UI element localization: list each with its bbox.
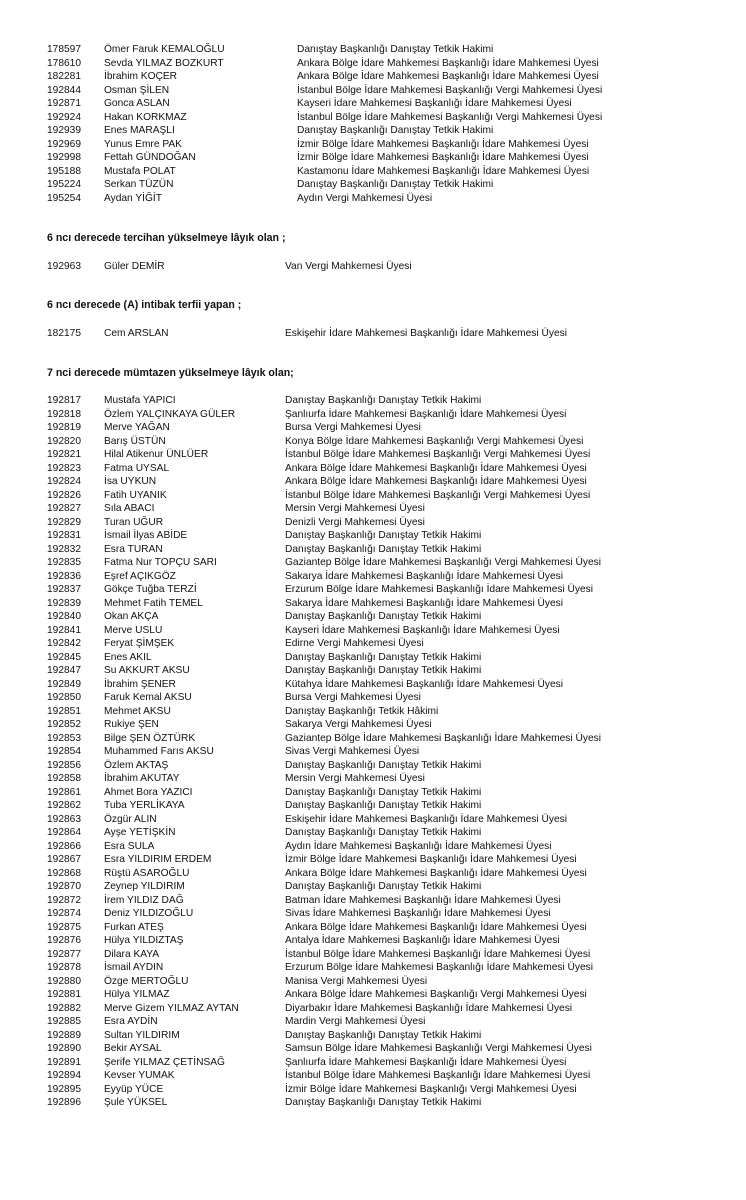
person-name: Esra AYDİN bbox=[104, 1016, 158, 1027]
person-name: Zeynep YILDIRIM bbox=[104, 881, 185, 892]
registry-number: 192878 bbox=[47, 962, 81, 973]
person-name: Güler DEMİR bbox=[104, 261, 165, 272]
person-name: Cem ARSLAN bbox=[104, 328, 169, 339]
person-name: Su AKKURT AKSU bbox=[104, 665, 190, 676]
court-position: Danıştay Başkanlığı Danıştay Tetkik Hakimi bbox=[297, 179, 494, 190]
person-name: Ahmet Bora YAZICI bbox=[104, 786, 193, 798]
table-row bbox=[0, 502, 746, 516]
registry-number: 192862 bbox=[47, 800, 81, 811]
court-position: Edirne Vergi Mahkemesi Üyesi bbox=[285, 638, 424, 649]
court-position: Mersin Vergi Mahkemesi Üyesi bbox=[285, 773, 425, 784]
registry-number: 192835 bbox=[47, 557, 81, 568]
table-row bbox=[0, 813, 746, 827]
list-section-2 bbox=[0, 260, 746, 274]
table-row bbox=[0, 124, 746, 138]
court-position: Danıştay Başkanlığı Danıştay Tetkik Hakimi bbox=[285, 800, 482, 811]
court-position: Danıştay Başkanlığı Danıştay Tetkik Hakimi bbox=[285, 395, 482, 406]
registry-number: 192896 bbox=[47, 1097, 81, 1108]
table-row bbox=[0, 948, 746, 962]
person-name: Yunus Emre PAK bbox=[104, 138, 182, 150]
table-row bbox=[0, 151, 746, 165]
person-name: İsmail AYDIN bbox=[104, 962, 164, 973]
table-row bbox=[0, 826, 746, 840]
table-row bbox=[0, 70, 746, 84]
person-name: Merve USLU bbox=[104, 624, 163, 636]
person-name: Esra TURAN bbox=[104, 543, 163, 555]
table-row bbox=[0, 772, 746, 786]
table-row bbox=[0, 799, 746, 813]
table-row bbox=[0, 475, 746, 489]
registry-number: 178610 bbox=[47, 57, 81, 69]
person-name: Şule YÜKSEL bbox=[104, 1097, 168, 1108]
court-position: Danıştay Başkanlığı Danıştay Tetkik Hakimi bbox=[285, 827, 482, 838]
person-name: Özlem YALÇINKAYA GÜLER bbox=[104, 408, 236, 420]
table-row bbox=[0, 691, 746, 705]
table-row bbox=[0, 462, 746, 476]
court-position: Sakarya İdare Mahkemesi Başkanlığı İdare Mahkemesi Üyesi bbox=[285, 597, 564, 609]
court-position: İstanbul Bölge İdare Mahkemesi Başkanlığı İdare Mahkemesi Üyesi bbox=[285, 948, 591, 960]
court-position: Danıştay Başkanlığı Tetkik Hâkimi bbox=[285, 705, 439, 717]
table-row bbox=[0, 138, 746, 152]
table-row bbox=[0, 1002, 746, 1016]
registry-number: 192856 bbox=[47, 759, 81, 771]
court-position: İstanbul Bölge İdare Mahkemesi Başkanlığı İdare Mahkemesi Üyesi bbox=[285, 1070, 591, 1081]
table-row bbox=[0, 84, 746, 98]
person-name: Mehmet Fatih TEMEL bbox=[104, 597, 203, 609]
court-position: İzmir Bölge İdare Mahkemesi Başkanlığı İdare Mahkemesi Üyesi bbox=[297, 152, 589, 163]
registry-number: 192861 bbox=[47, 786, 81, 798]
court-position: Ankara Bölge İdare Mahkemesi Başkanlığı Vergi Mahkemesi Üyesi bbox=[285, 989, 587, 1000]
registry-number: 192868 bbox=[47, 867, 81, 879]
court-position: İzmir Bölge İdare Mahkemesi Başkanlığı İdare Mahkemesi Üyesi bbox=[285, 854, 577, 865]
list-section-4 bbox=[0, 394, 746, 1110]
person-name: Fatih UYANIK bbox=[104, 489, 167, 501]
court-position: Aydın İdare Mahkemesi Başkanlığı İdare Mahkemesi Üyesi bbox=[285, 840, 552, 852]
registry-number: 192818 bbox=[47, 408, 81, 420]
court-position: Danıştay Başkanlığı Danıştay Tetkik Hakimi bbox=[285, 665, 482, 676]
court-position: Danıştay Başkanlığı Danıştay Tetkik Hakimi bbox=[285, 1097, 482, 1108]
person-name: Deniz YILDIZOĞLU bbox=[104, 908, 194, 919]
table-row bbox=[0, 759, 746, 773]
registry-number: 192823 bbox=[47, 462, 81, 474]
table-row bbox=[0, 1096, 746, 1110]
table-row bbox=[0, 97, 746, 111]
person-name: Hakan KORKMAZ bbox=[104, 111, 187, 123]
court-position: Ankara Bölge İdare Mahkemesi Başkanlığı İdare Mahkemesi Üyesi bbox=[297, 57, 599, 69]
registry-number: 178597 bbox=[47, 44, 81, 55]
registry-number: 192895 bbox=[47, 1083, 81, 1095]
court-position: Manisa Vergi Mahkemesi Üyesi bbox=[285, 975, 428, 987]
table-row bbox=[0, 408, 746, 422]
table-row bbox=[0, 178, 746, 192]
person-name: İsmail İlyas ABİDE bbox=[104, 530, 188, 541]
registry-number: 192866 bbox=[47, 840, 81, 852]
person-name: İsa UYKUN bbox=[104, 476, 157, 487]
court-position: İzmir Bölge İdare Mahkemesi Başkanlığı Vergi Mahkemesi Üyesi bbox=[285, 1083, 577, 1095]
registry-number: 192894 bbox=[47, 1070, 81, 1081]
registry-number: 192880 bbox=[47, 975, 81, 987]
registry-number: 192852 bbox=[47, 719, 81, 730]
court-position: Danıştay Başkanlığı Danıştay Tetkik Hakimi bbox=[285, 881, 482, 892]
person-name: Gökçe Tuğba TERZİ bbox=[104, 584, 197, 595]
person-name: Bekir AYSAL bbox=[104, 1043, 162, 1054]
registry-number: 195224 bbox=[47, 179, 81, 190]
registry-number: 192863 bbox=[47, 813, 81, 825]
person-name: Dilara KAYA bbox=[104, 948, 160, 960]
registry-number: 192850 bbox=[47, 692, 81, 703]
court-position: Sivas Vergi Mahkemesi Üyesi bbox=[285, 746, 420, 757]
court-position: Eskişehir İdare Mahkemesi Başkanlığı İdare Mahkemesi Üyesi bbox=[285, 328, 567, 339]
court-position: Danıştay Başkanlığı Danıştay Tetkik Hakimi bbox=[285, 651, 482, 663]
registry-number: 192870 bbox=[47, 881, 81, 892]
person-name: Sıla ABACI bbox=[104, 503, 155, 514]
registry-number: 192853 bbox=[47, 732, 81, 744]
table-row bbox=[0, 327, 746, 341]
court-position: İstanbul Bölge İdare Mahkemesi Başkanlığı Vergi Mahkemesi Üyesi bbox=[297, 111, 603, 123]
court-position: Sakarya İdare Mahkemesi Başkanlığı İdare Mahkemesi Üyesi bbox=[285, 570, 564, 582]
court-position: Danıştay Başkanlığı Danıştay Tetkik Hakimi bbox=[285, 1029, 482, 1041]
registry-number: 192821 bbox=[47, 449, 81, 460]
court-position: Gaziantep Bölge İdare Mahkemesi Başkanlığı İdare Mahkemesi Üyesi bbox=[285, 732, 601, 744]
registry-number: 192847 bbox=[47, 665, 81, 676]
registry-number: 192871 bbox=[47, 98, 81, 109]
registry-number: 192849 bbox=[47, 678, 81, 690]
person-name: Ayşe YETİŞKİN bbox=[104, 827, 176, 838]
person-name: İbrahim KOÇER bbox=[104, 71, 178, 82]
registry-number: 192845 bbox=[47, 651, 81, 663]
person-name: Şerife YILMAZ ÇETİNSAĞ bbox=[104, 1056, 225, 1068]
person-name: Rukiye ŞEN bbox=[104, 719, 159, 730]
court-position: Mersin Vergi Mahkemesi Üyesi bbox=[285, 503, 425, 514]
registry-number: 192841 bbox=[47, 624, 81, 636]
court-position: Şanlıurfa İdare Mahkemesi Başkanlığı İdare Mahkemesi Üyesi bbox=[285, 408, 567, 420]
court-position: Konya Bölge İdare Mahkemesi Başkanlığı Vergi Mahkemesi Üyesi bbox=[285, 435, 584, 447]
registry-number: 192839 bbox=[47, 597, 81, 609]
court-position: Sakarya Vergi Mahkemesi Üyesi bbox=[285, 719, 432, 730]
registry-number: 192837 bbox=[47, 584, 81, 595]
registry-number: 192836 bbox=[47, 570, 81, 582]
section-heading-6-tercihan: 6 ncı derecede tercihan yükselmeye lâyık olan ; bbox=[47, 232, 286, 244]
person-name: Aydan YİĞİT bbox=[104, 192, 162, 204]
court-position: Kayseri İdare Mahkemesi Başkanlığı İdare Mahkemesi Üyesi bbox=[297, 98, 572, 109]
person-name: İbrahim AKUTAY bbox=[104, 773, 180, 784]
court-position: Samsun Bölge İdare Mahkemesi Başkanlığı Vergi Mahkemesi Üyesi bbox=[285, 1043, 592, 1054]
court-position: Ankara Bölge İdare Mahkemesi Başkanlığı İdare Mahkemesi Üyesi bbox=[285, 921, 587, 933]
person-name: Hilal Atikenur ÜNLÜER bbox=[104, 449, 209, 460]
court-position: Van Vergi Mahkemesi Üyesi bbox=[285, 261, 412, 272]
registry-number: 192969 bbox=[47, 138, 81, 150]
registry-number: 192867 bbox=[47, 854, 81, 865]
person-name: Kevser YUMAK bbox=[104, 1070, 175, 1081]
registry-number: 192817 bbox=[47, 395, 81, 406]
court-position: Kayseri İdare Mahkemesi Başkanlığı İdare Mahkemesi Üyesi bbox=[285, 624, 560, 636]
person-name: Feryat ŞİMŞEK bbox=[104, 638, 175, 649]
table-row bbox=[0, 394, 746, 408]
table-row bbox=[0, 880, 746, 894]
registry-number: 192829 bbox=[47, 516, 81, 528]
table-row bbox=[0, 570, 746, 584]
court-position: Danıştay Başkanlığı Danıştay Tetkik Hakimi bbox=[285, 759, 482, 771]
registry-number: 192840 bbox=[47, 611, 81, 622]
person-name: Barış ÜSTÜN bbox=[104, 435, 166, 447]
court-position: Gaziantep Bölge İdare Mahkemesi Başkanlığı Vergi Mahkemesi Üyesi bbox=[285, 557, 601, 568]
registry-number: 192854 bbox=[47, 746, 81, 757]
table-row bbox=[0, 1015, 746, 1029]
table-row bbox=[0, 975, 746, 989]
person-name: Rüştü ASAROĞLU bbox=[104, 867, 190, 879]
table-row bbox=[0, 745, 746, 759]
table-row bbox=[0, 664, 746, 678]
table-row bbox=[0, 192, 746, 206]
registry-number: 192874 bbox=[47, 908, 81, 919]
registry-number: 192872 bbox=[47, 894, 81, 906]
court-position: Danıştay Başkanlığı Danıştay Tetkik Hakimi bbox=[297, 44, 494, 55]
person-name: Muhammed Farıs AKSU bbox=[104, 746, 214, 757]
list-section-3 bbox=[0, 327, 746, 341]
registry-number: 195254 bbox=[47, 192, 81, 204]
court-position: Mardin Vergi Mahkemesi Üyesi bbox=[285, 1016, 426, 1027]
person-name: Esra SULA bbox=[104, 840, 155, 852]
table-row bbox=[0, 1056, 746, 1070]
registry-number: 192876 bbox=[47, 935, 81, 946]
court-position: Ankara Bölge İdare Mahkemesi Başkanlığı İdare Mahkemesi Üyesi bbox=[285, 476, 587, 487]
person-name: Merve YAĞAN bbox=[104, 422, 170, 433]
table-row bbox=[0, 597, 746, 611]
list-section-1 bbox=[0, 43, 746, 205]
table-row bbox=[0, 610, 746, 624]
registry-number: 192882 bbox=[47, 1002, 81, 1014]
registry-number: 192820 bbox=[47, 435, 81, 447]
court-position: Danıştay Başkanlığı Danıştay Tetkik Hakimi bbox=[285, 611, 482, 622]
table-row bbox=[0, 921, 746, 935]
registry-number: 192827 bbox=[47, 503, 81, 514]
table-row bbox=[0, 867, 746, 881]
court-position: İzmir Bölge İdare Mahkemesi Başkanlığı İdare Mahkemesi Üyesi bbox=[297, 138, 589, 150]
table-row bbox=[0, 988, 746, 1002]
court-position: Ankara Bölge İdare Mahkemesi Başkanlığı İdare Mahkemesi Üyesi bbox=[285, 462, 587, 474]
person-name: Faruk Kemal AKSU bbox=[104, 692, 192, 703]
registry-number: 192939 bbox=[47, 125, 81, 136]
table-row bbox=[0, 111, 746, 125]
registry-number: 192890 bbox=[47, 1043, 81, 1054]
person-name: Mustafa YAPICI bbox=[104, 395, 176, 406]
person-name: Tuba YERLİKAYA bbox=[104, 800, 185, 811]
table-row bbox=[0, 421, 746, 435]
person-name: Serkan TÜZÜN bbox=[104, 179, 174, 190]
registry-number: 195188 bbox=[47, 165, 81, 177]
person-name: İbrahim ŞENER bbox=[104, 678, 176, 690]
table-row bbox=[0, 435, 746, 449]
person-name: Enes AKIL bbox=[104, 651, 152, 663]
table-row bbox=[0, 165, 746, 179]
person-name: Eyyüp YÜCE bbox=[104, 1083, 164, 1095]
registry-number: 192844 bbox=[47, 84, 81, 96]
registry-number: 192875 bbox=[47, 921, 81, 933]
court-position: Kastamonu İdare Mahkemesi Başkanlığı İdare Mahkemesi Üyesi bbox=[297, 165, 590, 177]
court-position: Bursa Vergi Mahkemesi Üyesi bbox=[285, 422, 421, 433]
court-position: Danıştay Başkanlığı Danıştay Tetkik Hakimi bbox=[285, 543, 482, 555]
table-row bbox=[0, 448, 746, 462]
table-row bbox=[0, 1029, 746, 1043]
registry-number: 192842 bbox=[47, 638, 81, 649]
court-position: Bursa Vergi Mahkemesi Üyesi bbox=[285, 692, 421, 703]
person-name: Hülya YILMAZ bbox=[104, 989, 170, 1000]
registry-number: 192864 bbox=[47, 827, 81, 838]
court-position: İstanbul Bölge İdare Mahkemesi Başkanlığı Vergi Mahkemesi Üyesi bbox=[285, 449, 591, 460]
person-name: Esra YILDIRIM ERDEM bbox=[104, 854, 212, 865]
section-heading-7-mumtazen: 7 nci derecede mümtazen yükselmeye lâyık olan; bbox=[47, 367, 294, 379]
court-position: Sivas İdare Mahkemesi Başkanlığı İdare Mahkemesi Üyesi bbox=[285, 908, 551, 919]
court-position: Denizli Vergi Mahkemesi Üyesi bbox=[285, 516, 425, 528]
person-name: Enes MARAŞLI bbox=[104, 125, 175, 136]
table-row bbox=[0, 57, 746, 71]
person-name: Bilge ŞEN ÖZTÜRK bbox=[104, 732, 196, 744]
table-row bbox=[0, 934, 746, 948]
person-name: Fatma UYSAL bbox=[104, 462, 170, 474]
person-name: Sultan YILDIRIM bbox=[104, 1029, 180, 1041]
court-position: Aydın Vergi Mahkemesi Üyesi bbox=[297, 192, 433, 204]
person-name: Eşref AÇIKGÖZ bbox=[104, 570, 176, 582]
table-row bbox=[0, 718, 746, 732]
registry-number: 192819 bbox=[47, 422, 81, 433]
table-row bbox=[0, 961, 746, 975]
table-row bbox=[0, 543, 746, 557]
table-row bbox=[0, 1083, 746, 1097]
person-name: Furkan ATEŞ bbox=[104, 921, 164, 933]
person-name: Fettah GÜNDOĞAN bbox=[104, 152, 196, 163]
registry-number: 192891 bbox=[47, 1056, 81, 1068]
court-position: İstanbul Bölge İdare Mahkemesi Başkanlığı Vergi Mahkemesi Üyesi bbox=[297, 84, 603, 96]
registry-number: 192831 bbox=[47, 530, 81, 541]
registry-number: 192858 bbox=[47, 773, 81, 784]
table-row bbox=[0, 529, 746, 543]
court-position: Danıştay Başkanlığı Danıştay Tetkik Hakimi bbox=[297, 125, 494, 136]
registry-number: 192885 bbox=[47, 1016, 81, 1027]
registry-number: 192881 bbox=[47, 989, 81, 1000]
person-name: Özlem AKTAŞ bbox=[104, 759, 169, 771]
table-row bbox=[0, 637, 746, 651]
person-name: Fatma Nur TOPÇU SARI bbox=[104, 557, 217, 568]
person-name: Osman ŞİLEN bbox=[104, 84, 170, 96]
table-row bbox=[0, 489, 746, 503]
court-position: Batman İdare Mahkemesi Başkanlığı İdare Mahkemesi Üyesi bbox=[285, 894, 561, 906]
table-row bbox=[0, 840, 746, 854]
person-name: Okan AKÇA bbox=[104, 611, 159, 622]
registry-number: 192832 bbox=[47, 543, 81, 555]
person-name: Gonca ASLAN bbox=[104, 98, 170, 109]
registry-number: 192889 bbox=[47, 1029, 81, 1041]
person-name: Ömer Faruk KEMALOĞLU bbox=[104, 44, 225, 55]
person-name: Mehmet AKSU bbox=[104, 705, 171, 717]
court-position: Diyarbakır İdare Mahkemesi Başkanlığı İdare Mahkemesi Üyesi bbox=[285, 1002, 573, 1014]
table-row bbox=[0, 516, 746, 530]
registry-number: 192826 bbox=[47, 489, 81, 501]
person-name: Merve Gizem YILMAZ AYTAN bbox=[104, 1002, 239, 1014]
table-row bbox=[0, 894, 746, 908]
court-position: Eskişehir İdare Mahkemesi Başkanlığı İdare Mahkemesi Üyesi bbox=[285, 813, 567, 825]
court-position: Danıştay Başkanlığı Danıştay Tetkik Hakimi bbox=[285, 786, 482, 798]
court-position: İstanbul Bölge İdare Mahkemesi Başkanlığı Vergi Mahkemesi Üyesi bbox=[285, 489, 591, 501]
table-row bbox=[0, 1042, 746, 1056]
court-position: Ankara Bölge İdare Mahkemesi Başkanlığı İdare Mahkemesi Üyesi bbox=[297, 71, 599, 82]
court-position: Danıştay Başkanlığı Danıştay Tetkik Hakimi bbox=[285, 530, 482, 541]
table-row bbox=[0, 260, 746, 274]
person-name: Özge MERTOĞLU bbox=[104, 975, 189, 987]
court-position: Erzurum Bölge İdare Mahkemesi Başkanlığı İdare Mahkemesi Üyesi bbox=[285, 962, 594, 973]
registry-number: 182175 bbox=[47, 328, 81, 339]
section-heading-6-intibak: 6 ncı derecede (A) intibak terfii yapan ; bbox=[47, 299, 242, 311]
table-row bbox=[0, 651, 746, 665]
table-row bbox=[0, 786, 746, 800]
table-row bbox=[0, 732, 746, 746]
table-row bbox=[0, 624, 746, 638]
table-row bbox=[0, 43, 746, 57]
registry-number: 182281 bbox=[47, 71, 81, 82]
court-position: Antalya İdare Mahkemesi Başkanlığı İdare Mahkemesi Üyesi bbox=[285, 935, 560, 946]
person-name: Sevda YILMAZ BOZKURT bbox=[104, 57, 224, 69]
registry-number: 192998 bbox=[47, 152, 81, 163]
person-name: Turan UĞUR bbox=[104, 516, 164, 528]
person-name: Mustafa POLAT bbox=[104, 165, 176, 177]
table-row bbox=[0, 556, 746, 570]
person-name: Hülya YILDIZTAŞ bbox=[104, 935, 184, 946]
table-row bbox=[0, 1069, 746, 1083]
registry-number: 192924 bbox=[47, 111, 81, 123]
table-row bbox=[0, 853, 746, 867]
table-row bbox=[0, 583, 746, 597]
table-row bbox=[0, 705, 746, 719]
table-row bbox=[0, 678, 746, 692]
person-name: İrem YILDIZ DAĞ bbox=[104, 894, 184, 906]
registry-number: 192851 bbox=[47, 705, 81, 717]
court-position: Ankara Bölge İdare Mahkemesi Başkanlığı İdare Mahkemesi Üyesi bbox=[285, 867, 587, 879]
court-position: Kütahya İdare Mahkemesi Başkanlığı İdare Mahkemesi Üyesi bbox=[285, 678, 564, 690]
registry-number: 192877 bbox=[47, 948, 81, 960]
table-row bbox=[0, 907, 746, 921]
registry-number: 192963 bbox=[47, 261, 81, 272]
court-position: Şanlıurfa İdare Mahkemesi Başkanlığı İdare Mahkemesi Üyesi bbox=[285, 1056, 567, 1068]
person-name: Özgür ALIN bbox=[104, 813, 157, 825]
court-position: Erzurum Bölge İdare Mahkemesi Başkanlığı İdare Mahkemesi Üyesi bbox=[285, 584, 594, 595]
registry-number: 192824 bbox=[47, 476, 81, 487]
